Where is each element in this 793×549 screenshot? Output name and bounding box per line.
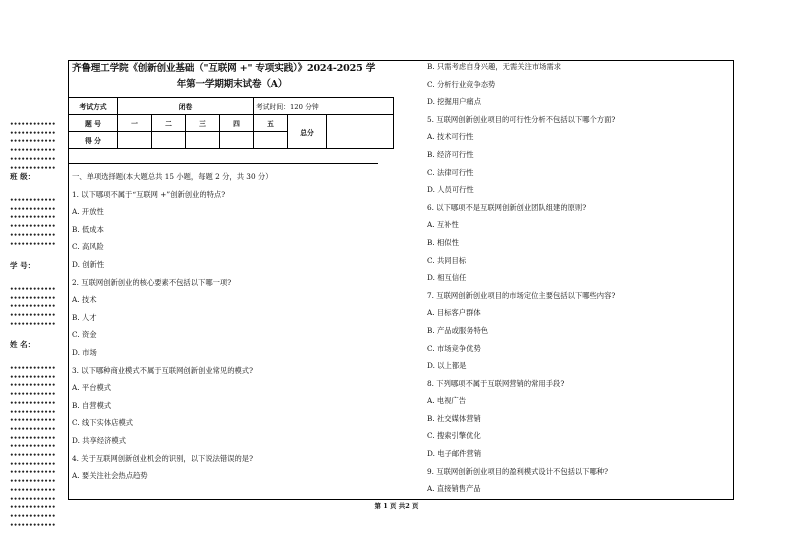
binding-dotted-line: ••••••••••••: [10, 155, 56, 163]
question-text: 4. 关于互联网创新创业机会的识别，以下说法错误的是?: [72, 453, 254, 463]
exam-title: [72, 61, 392, 93]
answer-option: D. 市场: [72, 347, 97, 357]
question-text: 1. 以下哪项不属于“互联网 +”创新创业的特点?: [72, 189, 226, 199]
answer-option: B. 人才: [72, 312, 97, 322]
exam-mode-label: 考试方式: [69, 98, 118, 115]
binding-label-class: 班 级：: [10, 172, 36, 181]
left-column: [72, 168, 392, 485]
score-cell-3: [186, 132, 220, 149]
binding-dotted-line: ••••••••••••: [10, 460, 56, 468]
answer-option: A. 直接销售产品: [427, 484, 481, 494]
answer-option: A. 互补性: [427, 220, 459, 230]
answer-option: B. 社交媒体营销: [427, 413, 481, 423]
answer-option: A. 技术可行性: [427, 132, 474, 142]
question-no-2: 二: [152, 115, 186, 132]
question-text: 5. 互联网创新创业项目的可行性分析不包括以下哪个方面?: [427, 114, 616, 124]
binding-dotted-line: ••••••••••••: [10, 164, 56, 172]
binding-dotted-line: ••••••••••••: [10, 231, 56, 239]
score-label: 得 分: [69, 132, 118, 149]
question-no-label: 题 号: [69, 115, 118, 132]
binding-dotted-line: ••••••••••••: [10, 382, 56, 390]
score-header-table: [68, 97, 394, 149]
question-text: 7. 互联网创新创业项目的市场定位主要包括以下哪些内容?: [427, 290, 616, 300]
binding-dotted-line: ••••••••••••: [10, 365, 56, 372]
question-no-3: 三: [186, 115, 220, 132]
question-text: 8. 下列哪项不属于互联网营销的常用手段?: [427, 378, 565, 388]
binding-dotted-line: ••••••••••••: [10, 320, 56, 328]
answer-option: C. 资金: [72, 330, 97, 340]
answer-option: A. 电视广告: [427, 396, 467, 406]
score-cell-5: [254, 132, 288, 149]
question-text: 2. 互联网创新创业的核心要素不包括以下哪一项?: [72, 277, 232, 287]
answer-option: D. 创新性: [72, 259, 105, 269]
answer-option: A. 要关注社会热点趋势: [72, 471, 148, 481]
answer-option: D. 电子邮件营销: [427, 449, 482, 459]
exam-title-line2: 年第一学期期末试卷（A）: [176, 79, 288, 90]
binding-dotted-line: ••••••••••••: [10, 469, 56, 477]
binding-dotted-line: ••••••••••••: [10, 129, 56, 137]
binding-dotted-line: ••••••••••••: [10, 121, 56, 128]
answer-option: C. 分析行业竞争态势: [427, 79, 496, 89]
binding-dotted-line: ••••••••••••: [10, 478, 56, 486]
binding-label-name: 姓 名：: [10, 340, 36, 349]
binding-dotted-line: ••••••••••••: [10, 521, 56, 529]
question-text: 9. 互联网创新创业项目的盈利模式设计不包括以下哪种?: [427, 466, 609, 476]
exam-time: 考试时间：120 分钟: [254, 98, 394, 115]
answer-option: D. 人员可行性: [427, 185, 474, 195]
answer-option: C. 线下实体店模式: [72, 418, 134, 428]
score-cell-2: [152, 132, 186, 149]
binding-dotted-line: ••••••••••••: [10, 399, 56, 407]
binding-dotted-line: ••••••••••••: [10, 408, 56, 416]
binding-dotted-line: ••••••••••••: [10, 303, 56, 311]
binding-dotted-line: ••••••••••••: [10, 495, 56, 503]
binding-dotted-line: ••••••••••••: [10, 197, 56, 204]
answer-option: C. 共同目标: [427, 255, 467, 265]
answer-option: C. 市场竞争优势: [427, 343, 481, 353]
answer-option: D. 共享经济模式: [72, 435, 127, 445]
answer-option: C. 高风险: [72, 242, 104, 252]
binding-dotted-line: ••••••••••••: [10, 391, 56, 399]
answer-option: D. 挖掘用户痛点: [427, 97, 482, 107]
exam-mode-value: 闭卷: [118, 98, 254, 115]
binding-dotted-line: ••••••••••••: [10, 138, 56, 146]
exam-title-line1: 齐鲁理工学院《创新创业基础（"互联网 +" 专项实践）》2024-2025 学: [72, 63, 376, 74]
answer-option: B. 只需考虑自身兴趣，无需关注市场需求: [427, 62, 562, 71]
section-heading: 一、单项选择题(本大题总共 15 小题，每题 2 分，共 30 分）: [72, 172, 273, 181]
binding-dotted-line: ••••••••••••: [10, 425, 56, 433]
answer-option: A. 目标客户群体: [427, 308, 481, 318]
answer-option: A. 平台模式: [72, 383, 112, 393]
answer-option: B. 相似性: [427, 237, 459, 247]
answer-option: B. 低成本: [72, 224, 104, 234]
answer-option: A. 技术: [72, 295, 97, 305]
page-number: 第 1 页 共2 页: [374, 502, 419, 510]
question-no-5: 五: [254, 115, 288, 132]
binding-dotted-line: ••••••••••••: [10, 223, 56, 231]
answer-option: D. 相互信任: [427, 273, 467, 283]
question-text: 6. 以下哪项不是互联网创新创业团队组建的原则?: [427, 202, 587, 212]
answer-option: C. 搜索引擎优化: [427, 431, 481, 441]
binding-dotted-line: ••••••••••••: [10, 147, 56, 155]
answer-option: C. 法律可行性: [427, 167, 474, 177]
question-no-4: 四: [220, 115, 254, 132]
answer-option: B. 自营模式: [72, 400, 112, 410]
binding-label-student_id: 学 号：: [10, 261, 36, 270]
total-score-label: 总分: [288, 115, 327, 149]
header-divider: [68, 163, 378, 164]
binding-dotted-line: ••••••••••••: [10, 443, 56, 451]
binding-dotted-line: ••••••••••••: [10, 373, 56, 381]
binding-dotted-line: ••••••••••••: [10, 486, 56, 494]
score-cell-1: [118, 132, 152, 149]
binding-dotted-line: ••••••••••••: [10, 417, 56, 425]
binding-dotted-line: ••••••••••••: [10, 214, 56, 222]
binding-dotted-line: ••••••••••••: [10, 452, 56, 459]
binding-dotted-line: ••••••••••••: [10, 312, 56, 320]
question-text: 3. 以下哪种商业模式不属于互联网创新创业常见的模式?: [72, 365, 254, 375]
binding-dotted-line: ••••••••••••: [10, 286, 56, 293]
answer-option: A. 开放性: [72, 207, 104, 217]
binding-dotted-line: ••••••••••••: [10, 294, 56, 302]
binding-dotted-line: ••••••••••••: [10, 434, 56, 442]
binding-margin: [10, 0, 60, 549]
question-no-1: 一: [118, 115, 152, 132]
score-cell-4: [220, 132, 254, 149]
binding-dotted-line: ••••••••••••: [10, 240, 56, 248]
total-score-cell: [327, 115, 394, 149]
answer-option: B. 经济可行性: [427, 149, 474, 159]
binding-dotted-line: ••••••••••••: [10, 504, 56, 512]
binding-dotted-line: ••••••••••••: [10, 512, 56, 520]
answer-option: D. 以上都是: [427, 361, 467, 371]
right-column: [427, 58, 727, 498]
answer-option: B. 产品或服务特色: [427, 325, 489, 335]
binding-dotted-line: ••••••••••••: [10, 205, 56, 213]
